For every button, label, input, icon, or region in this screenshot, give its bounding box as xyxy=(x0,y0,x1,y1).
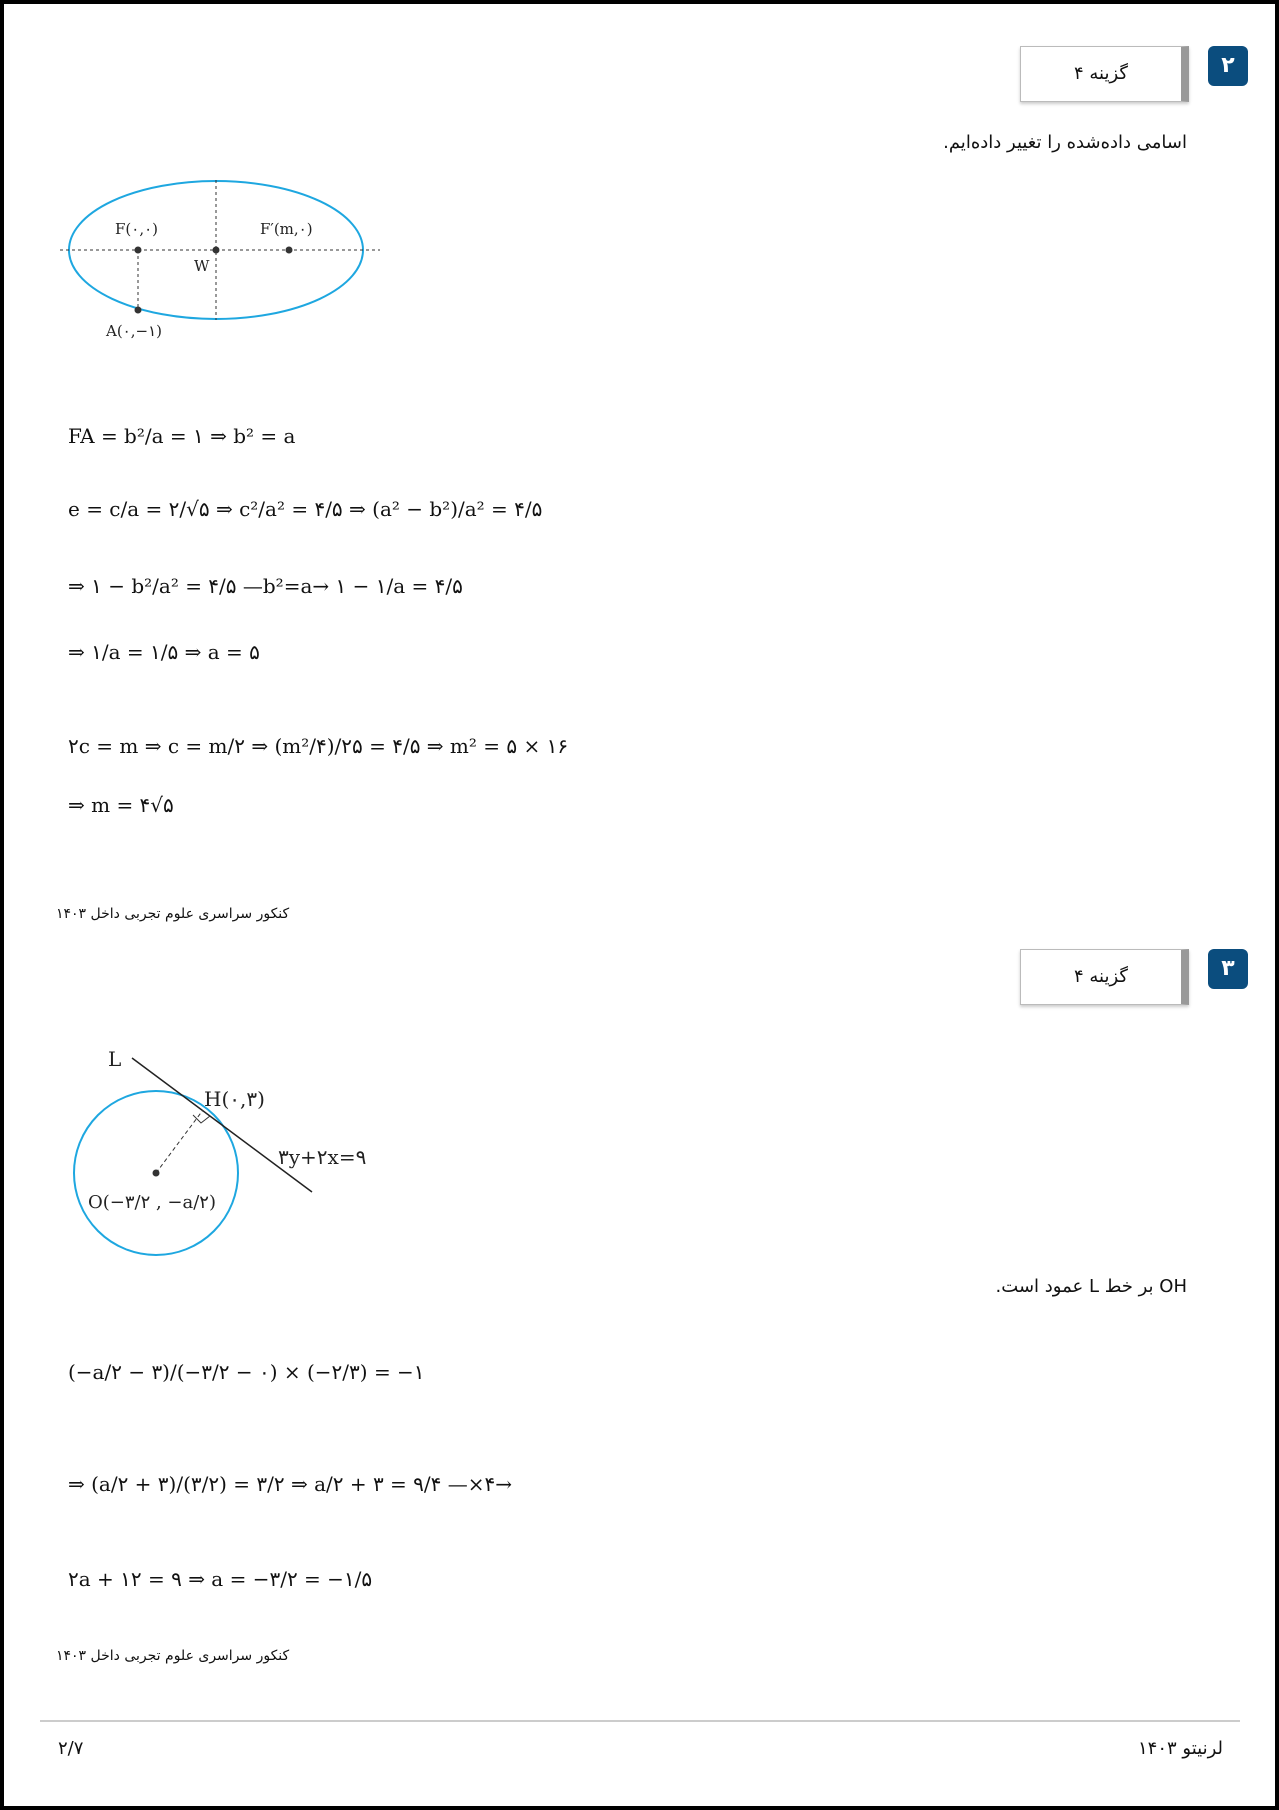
footer-brand: لرنیتو ۱۴۰۳ xyxy=(1138,1738,1223,1759)
equation-1: FA = b²/a = ۱ ⇒ b² = a xyxy=(68,424,296,448)
note-text: OH بر خط L عمود است. xyxy=(995,1276,1187,1297)
answer-box: گزینه ۴ xyxy=(1020,46,1189,102)
label-o: O(−۳/۲ , −a/۲) xyxy=(88,1192,216,1213)
equation-8: ⇒ (a/۲ + ۳)/(۳/۲) = ۳/۲ ⇒ a/۲ + ۳ = ۹/۴ —×۴→ xyxy=(68,1472,513,1496)
question-number-badge: ۲ xyxy=(1208,46,1248,86)
label-h: H(۰,۳) xyxy=(204,1087,265,1111)
equation-3: ⇒ ۱ − b²/a² = ۴/۵ —b²=a→ ۱ − ۱/a = ۴/۵ xyxy=(68,574,463,598)
label-f: F(۰,۰) xyxy=(115,220,158,238)
equation-7: (−a/۲ − ۳)/(−۳/۲ − ۰) × (−۲/۳) = −۱ xyxy=(68,1360,425,1384)
equation-6: ⇒ m = ۴√۵ xyxy=(68,793,174,817)
answer-box: گزینه ۴ xyxy=(1020,949,1189,1005)
intro-text: اسامی داده‌شده را تغییر داده‌ایم. xyxy=(943,132,1187,153)
label-a: A(۰,−۱) xyxy=(106,322,162,340)
equation-5: ۲c = m ⇒ c = m/۲ ⇒ (m²/۴)/۲۵ = ۴/۵ ⇒ m² = ۵ × ۱۶ xyxy=(68,734,569,758)
question-number-badge: ۳ xyxy=(1208,949,1248,989)
equation-4: ⇒ ۱/a = ۱/۵ ⇒ a = ۵ xyxy=(68,640,260,664)
circle-figure xyxy=(60,1040,420,1270)
source-label: کنکور سراسری علوم تجربی داخل ۱۴۰۳ xyxy=(56,906,290,922)
page-number: ۲/۷ xyxy=(58,1738,84,1759)
label-w: W xyxy=(194,257,210,275)
equation-9: ۲a + ۱۲ = ۹ ⇒ a = −۳/۲ = −۱/۵ xyxy=(68,1567,373,1591)
label-f-prime: F′(m,۰) xyxy=(260,220,313,238)
label-l: L xyxy=(108,1047,122,1071)
label-line: ۳y+۲x=۹ xyxy=(278,1145,367,1169)
source-label: کنکور سراسری علوم تجربی داخل ۱۴۰۳ xyxy=(56,1648,290,1664)
ellipse-figure xyxy=(60,170,380,350)
footer-divider xyxy=(40,1720,1240,1722)
equation-2: e = c/a = ۲/√۵ ⇒ c²/a² = ۴/۵ ⇒ (a² − b²)/a² = ۴/۵ xyxy=(68,497,543,521)
